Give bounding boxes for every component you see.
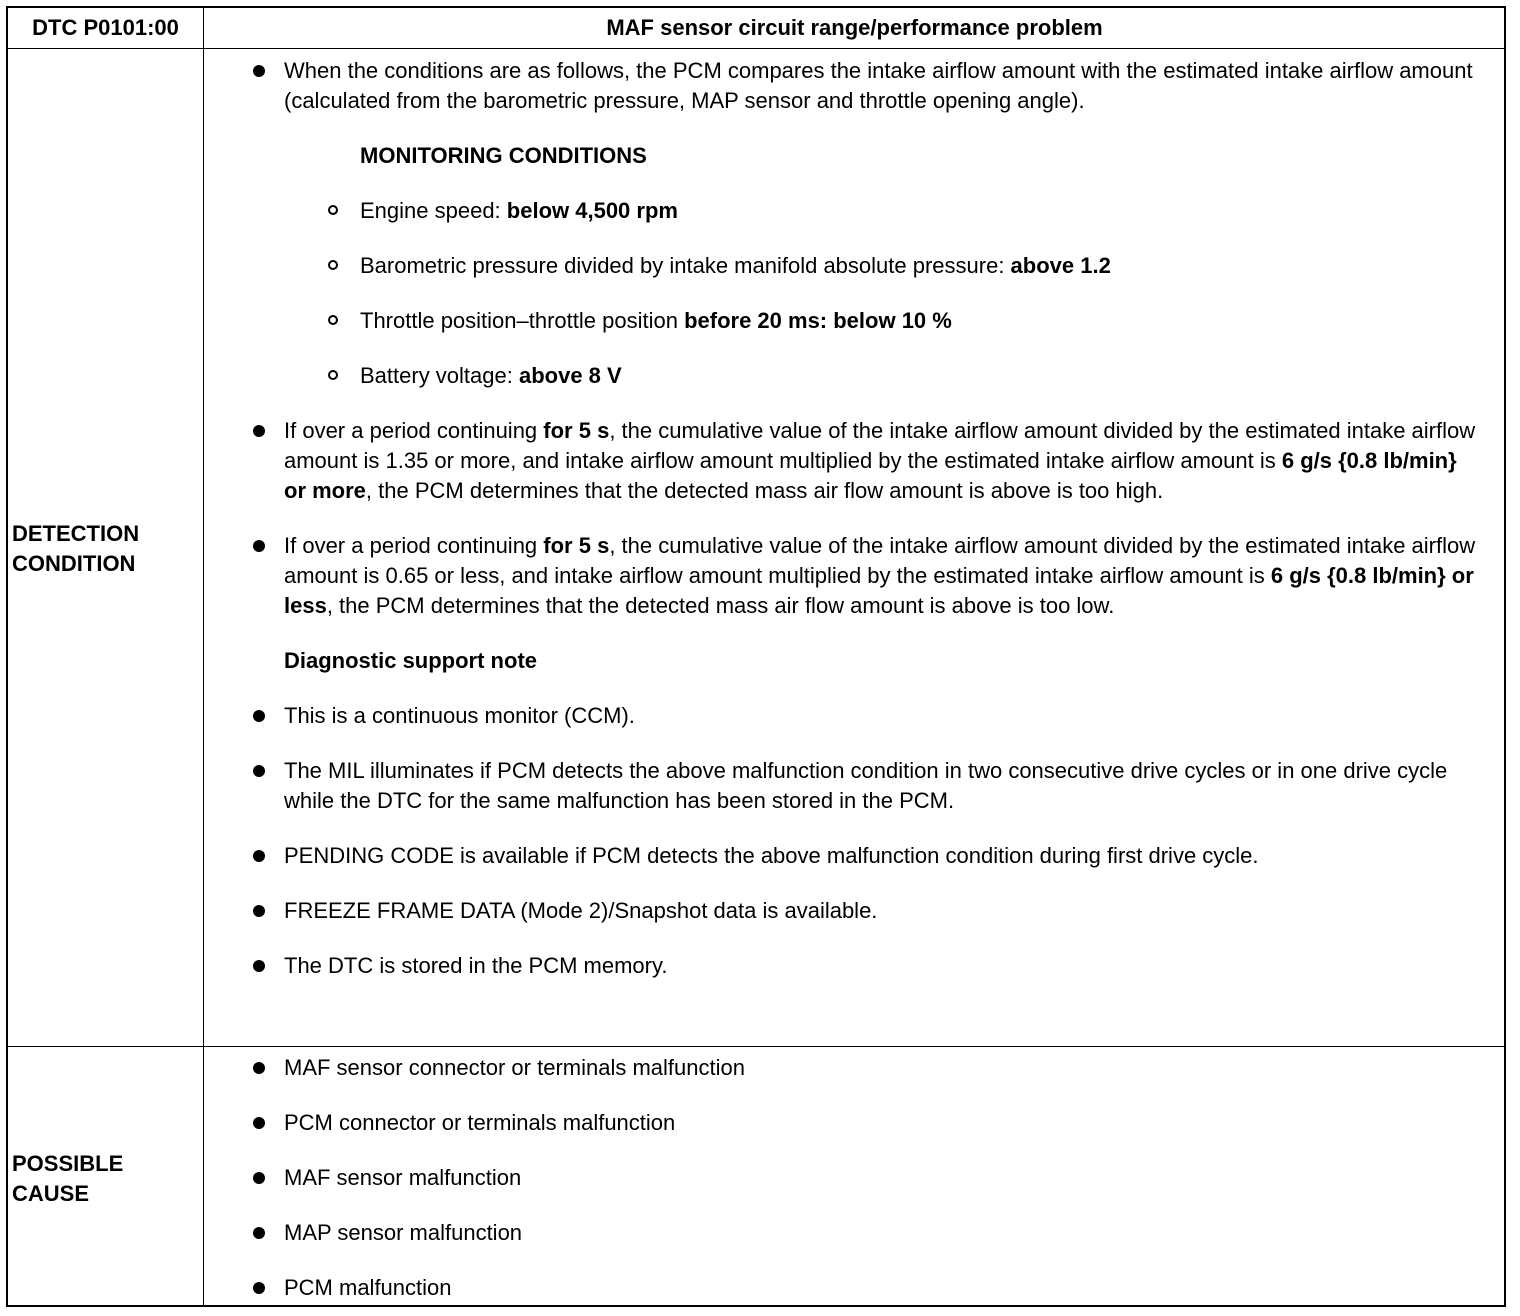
circle-bullet-icon (328, 315, 338, 325)
bullet-icon (253, 1227, 265, 1239)
note-text: The DTC is stored in the PCM memory. (284, 953, 668, 978)
condition-value: before 20 ms: below 10 % (684, 308, 952, 333)
bullet-icon (253, 850, 265, 862)
list-item (242, 1163, 1480, 1193)
circle-bullet-icon (328, 205, 338, 215)
list-item (242, 951, 1480, 981)
column-divider (203, 8, 204, 1305)
condition-value: above 8 V (518, 363, 622, 388)
bullet-icon (253, 710, 265, 722)
bullet-icon (253, 1062, 265, 1074)
dtc-code: DTC P0101:00 (32, 15, 179, 40)
label-line: DETECTION (12, 521, 140, 546)
list-item (242, 841, 1480, 871)
list-item (242, 1053, 1480, 1083)
note-text: FREEZE FRAME DATA (Mode 2)/Snapshot data is available. (284, 898, 878, 923)
note-text: The MIL illuminates if PCM detects the above malfunction condition in two consecutive drive cycles or in one drive cycle while the DTC for the same malfunction has been stored in the PCM. (284, 758, 1448, 813)
text-run: , the cumulative value of the intake airflow amount divided by the estimated intake airflow amount is 1.35 or more, and intake airflow amount multiplied by the estimated intake airflow amount is (284, 418, 1476, 473)
intro-text: When the conditions are as follows, the PCM compares the intake airflow amount with the estimated intake airflow amount (calculated from the barometric pressure, MAP sensor and throttle opening angle). (284, 58, 1473, 113)
condition-value: below 4,500 rpm (506, 198, 678, 223)
list-item (242, 56, 1480, 116)
possible-cause-content (242, 1053, 1480, 1303)
detection-condition-label (12, 519, 139, 579)
cause-text: PCM connector or terminals malfunction (284, 1110, 676, 1135)
condition-value: above 1.2 (1010, 253, 1111, 278)
dtc-title: MAF sensor circuit range/performance problem (606, 15, 1103, 40)
bold-run: 6 g/s {0.8 lb/min} or less (284, 563, 1474, 618)
cause-text: MAP sensor malfunction (284, 1220, 523, 1245)
bold-run: 6 g/s {0.8 lb/min} or more (284, 448, 1457, 503)
circle-bullet-icon (328, 260, 338, 270)
condition-item (242, 251, 1480, 281)
cause-text: MAF sensor malfunction (284, 1165, 522, 1190)
condition-label: Throttle position–throttle position (360, 308, 685, 333)
bold-run: for 5 s (543, 418, 610, 443)
list-item (242, 1108, 1480, 1138)
bullet-icon (253, 65, 265, 77)
condition-item (242, 196, 1480, 226)
condition-item (242, 306, 1480, 336)
list-item (242, 756, 1480, 816)
bullet-icon (253, 960, 265, 972)
condition-label: Engine speed: (360, 198, 507, 223)
header-divider (8, 48, 1504, 49)
list-item (242, 531, 1480, 621)
bullet-icon (253, 1117, 265, 1129)
dtc-table (6, 6, 1506, 1307)
text-run: , the cumulative value of the intake airflow amount divided by the estimated intake airflow amount is 0.65 or less, and intake airflow amount multiplied by the estimated intake airflow amount is (284, 533, 1476, 588)
condition-label: Barometric pressure divided by intake manifold absolute pressure: (360, 253, 1011, 278)
bullet-icon (253, 1172, 265, 1184)
cause-text: PCM malfunction (284, 1275, 452, 1300)
list-item (242, 896, 1480, 926)
detection-condition-content (242, 56, 1480, 981)
circle-bullet-icon (328, 370, 338, 380)
bullet-icon (253, 1282, 265, 1294)
list-item (242, 1273, 1480, 1303)
cause-text: MAF sensor connector or terminals malfunction (284, 1055, 745, 1080)
note-text: This is a continuous monitor (CCM). (284, 703, 635, 728)
text-run: If over a period continuing (284, 418, 544, 443)
bullet-icon (253, 540, 265, 552)
bullet-icon (253, 905, 265, 917)
condition-label: Battery voltage: (360, 363, 519, 388)
list-item (242, 1218, 1480, 1248)
section-divider (8, 1046, 1504, 1047)
text-run: , the PCM determines that the detected mass air flow amount is above is too high. (365, 478, 1164, 503)
bullet-icon (253, 765, 265, 777)
text-run: , the PCM determines that the detected mass air flow amount is above is too low. (326, 593, 1115, 618)
possible-cause-label (12, 1149, 123, 1209)
diagnostic-support-note-heading: Diagnostic support note (284, 648, 537, 673)
bullet-icon (253, 425, 265, 437)
list-item (242, 416, 1480, 506)
monitoring-conditions-heading: MONITORING CONDITIONS (360, 143, 647, 168)
list-item (242, 701, 1480, 731)
text-run: If over a period continuing (284, 533, 544, 558)
label-line: CONDITION (12, 551, 136, 576)
condition-item (242, 361, 1480, 391)
label-line: CAUSE (12, 1181, 90, 1206)
bold-run: for 5 s (543, 533, 610, 558)
label-line: POSSIBLE (12, 1151, 124, 1176)
note-text: PENDING CODE is available if PCM detects the above malfunction condition during first drive cycle. (284, 843, 1259, 868)
